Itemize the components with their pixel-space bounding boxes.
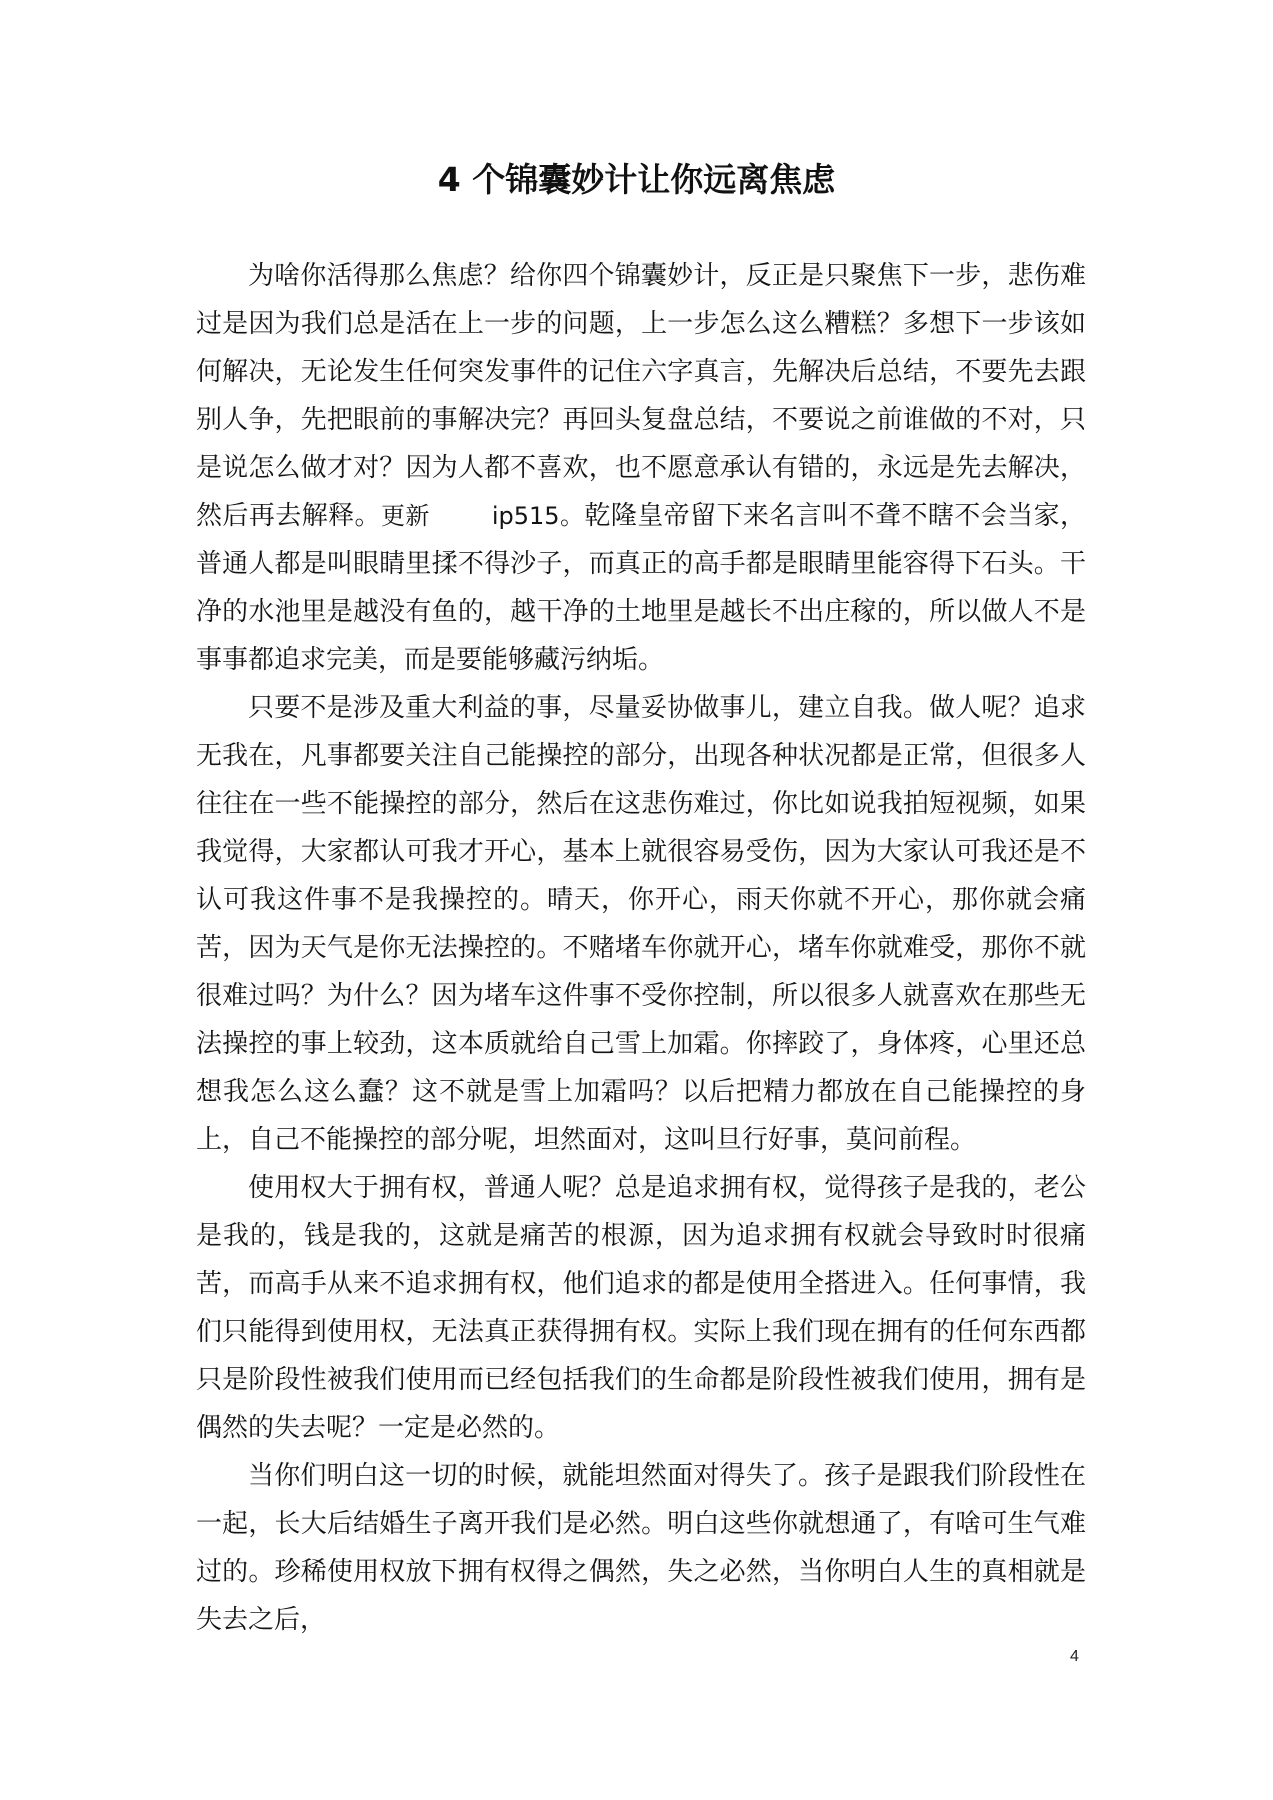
paragraph-3: 使用权大于拥有权，普通人呢？总是追求拥有权，觉得孩子是我的，老公是我的，钱是我的，这就是痛苦的根源，因为追求拥有权就会导致时时很痛苦，而高手从来不追求拥有权，他们追求的都是使用全搭进入。任何事情，我们只能得到使用权，无法真正获得拥有权。实际上我们现在拥有的任何东西都只是阶段性被我们使用而已经包括我们的生命都是阶段性被我们使用，拥有是偶然的失去呢？一定是必然的。 bbox=[196, 1173, 1086, 1443]
paragraph-1-text-a: 为啥你活得那么焦虑？给你四个锦囊妙计，反正是只聚焦下一步，悲伤难过是因为我们总是活在上一步的问题，上一步怎么这么糟糕？多想下一步该如何解决，无论发生任何突发事件的记住六字真言，先解决后总结，不要先去跟别人争，先把眼前的事解决完？再回头复盘总结，不要说之前谁做的不对，只是说怎么做才对？因为人都不喜欢，也不愿意承认有错的，永远是先去解决，然后再去解释。 bbox=[196, 261, 1086, 531]
paragraph-2: 只要不是涉及重大利益的事，尽量妥协做事儿，建立自我。做人呢？追求无我在，凡事都要关注自己能操控的部分，出现各种状况都是正常，但很多人往往在一些不能操控的部分，然后在这悲伤难过，你比如说我拍短视频，如果我觉得，大家都认可我才开心，基本上就很容易受伤，因为大家认可我还是不认可我这件事不是我操控的。晴天，你开心，雨天你就不开心，那你就会痛苦，因为天气是你无法操控的。不赌堵车你就开心，堵车你就难受，那你不就很难过吗？为什么？因为堵车这件事不受你控制，所以很多人就喜欢在那些无法操控的事上较劲，这本质就给自己雪上加霜。你摔跤了，身体疼，心里还总想我怎么这么蠢？这不就是雪上加霜吗？以后把精力都放在自己能操控的身上，自己不能操控的部分呢，坦然面对，这叫旦行好事，莫问前程。 bbox=[196, 693, 1086, 1155]
paragraph-1-update-label: 更新 bbox=[380, 502, 430, 530]
paragraph-1-text-b: 乾隆皇帝留下来名言叫不聋不瞎不会当家，普通人都是叫眼睛里揉不得沙子，而真正的高手都是眼睛里能容得下石头。干净的水池里是越没有鱼的，越干净的土地里是越长不出庄稼的，所以做人不是事事都追求完美，而是要能够藏污纳垢。 bbox=[196, 501, 1086, 675]
paragraph-4: 当你们明白这一切的时候，就能坦然面对得失了。孩子是跟我们阶段性在一起，长大后结婚生子离开我们是必然。明白这些你就想通了，有啥可生气难过的。珍稀使用权放下拥有权得之偶然，失之必然，当你明白人生的真相就是失去之后， bbox=[196, 1461, 1086, 1635]
page-number: 4 bbox=[1070, 1648, 1079, 1665]
document-body bbox=[196, 252, 1086, 1644]
paragraph-1-ip-reference: ip515。 bbox=[491, 502, 585, 530]
document-title: 4 个锦囊妙计让你远离焦虑 bbox=[437, 160, 836, 199]
paragraph-1 bbox=[196, 252, 1086, 684]
